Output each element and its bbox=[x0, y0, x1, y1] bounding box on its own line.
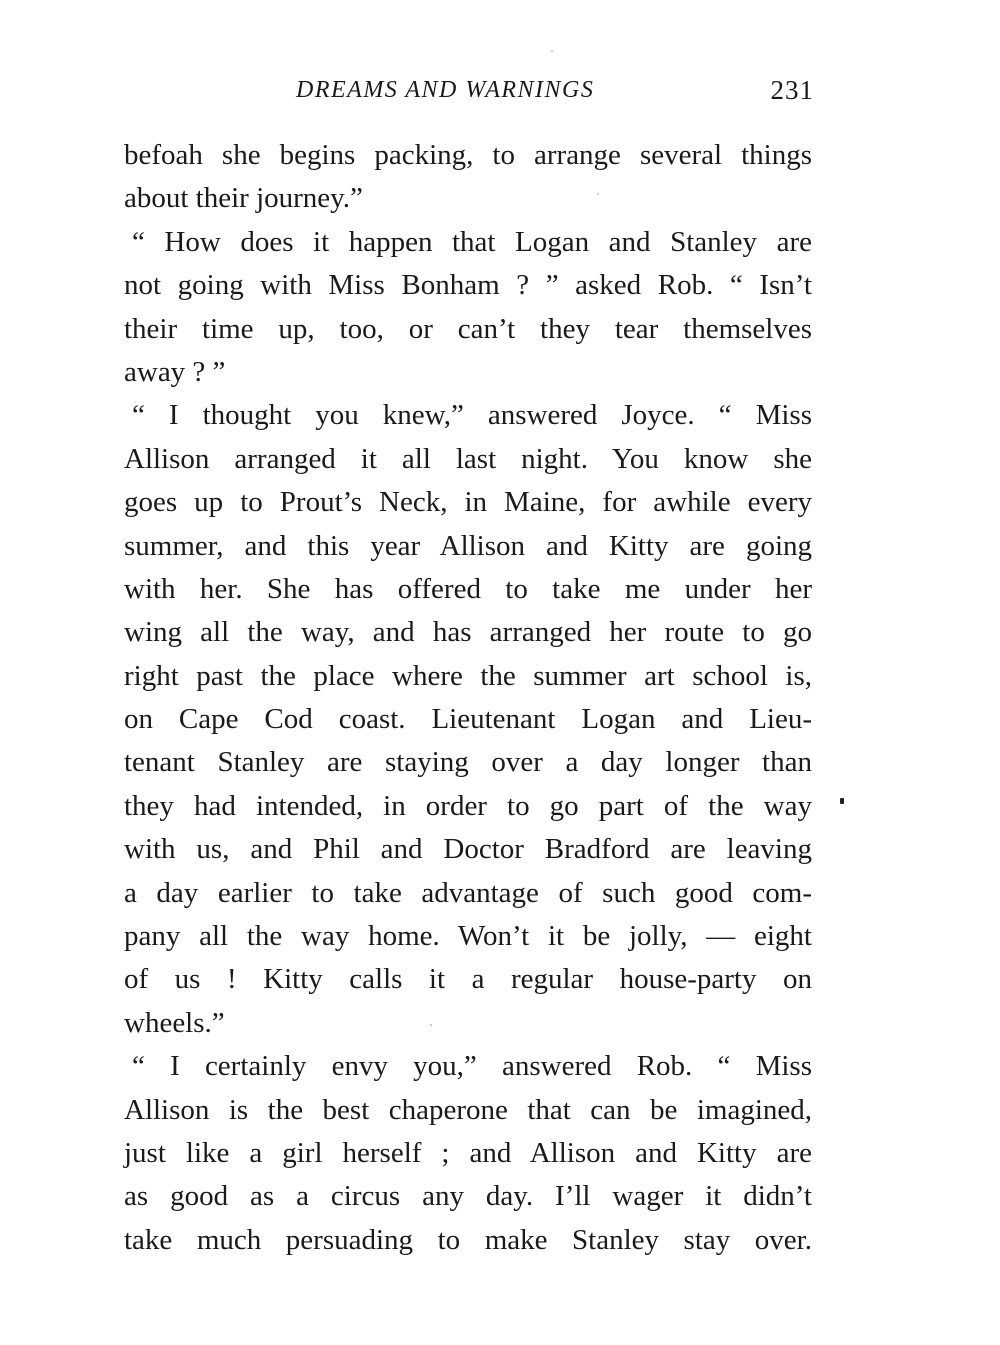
text-line: Allison is the best chaperone that can be imagined, bbox=[124, 1093, 812, 1126]
body-text bbox=[124, 134, 812, 1262]
text-line: they had intended, in order to go part of the way bbox=[124, 789, 812, 822]
text-line: as good as a circus any day. I’ll wager it didn’t bbox=[124, 1180, 812, 1213]
text-line: a day earlier to take advantage of such good com- bbox=[124, 876, 812, 909]
text-line: wing all the way, and has arranged her route to go bbox=[124, 616, 812, 649]
page-number: 231 bbox=[770, 75, 814, 105]
text-line: right past the place where the summer art school is, bbox=[124, 659, 812, 692]
text-line: goes up to Prout’s Neck, in Maine, for awhile every bbox=[124, 486, 812, 519]
ink-speck bbox=[430, 1024, 432, 1026]
text-line: “ How does it happen that Logan and Stanley are bbox=[132, 225, 812, 258]
text-line: wheels.” bbox=[124, 1006, 225, 1039]
text-line: with us, and Phil and Doctor Bradford are leaving bbox=[124, 833, 812, 866]
text-line: just like a girl herself ; and Allison and Kitty are bbox=[124, 1136, 812, 1169]
text-line: about their journey.” bbox=[124, 182, 363, 215]
running-title: DREAMS AND WARNINGS bbox=[296, 77, 595, 103]
text-line: pany all the way home. Won’t it be jolly, — eight bbox=[124, 920, 812, 953]
ink-speck bbox=[551, 50, 553, 52]
text-line: away ? ” bbox=[124, 355, 226, 388]
text-line: “ I thought you knew,” answered Joyce. “ Miss bbox=[132, 399, 812, 432]
text-line: tenant Stanley are staying over a day longer than bbox=[124, 746, 812, 779]
ink-speck bbox=[840, 798, 844, 804]
text-line: of us ! Kitty calls it a regular house-party on bbox=[124, 963, 812, 996]
text-line: with her. She has offered to take me under her bbox=[124, 572, 812, 605]
ink-speck bbox=[597, 193, 599, 195]
text-line: “ I certainly envy you,” answered Rob. “ Miss bbox=[132, 1050, 812, 1083]
running-head bbox=[124, 70, 814, 110]
text-line: not going with Miss Bonham ? ” asked Rob. “ Isn’t bbox=[124, 269, 812, 302]
text-line: their time up, too, or can’t they tear themselves bbox=[124, 312, 812, 345]
text-line: befoah she begins packing, to arrange several things bbox=[124, 139, 812, 171]
text-line: take much persuading to make Stanley stay over. bbox=[124, 1223, 812, 1256]
text-line: Allison arranged it all last night. You know she bbox=[124, 442, 812, 475]
text-line: on Cape Cod coast. Lieutenant Logan and Lieu- bbox=[124, 703, 812, 736]
text-line: summer, and this year Allison and Kitty are going bbox=[124, 529, 812, 562]
